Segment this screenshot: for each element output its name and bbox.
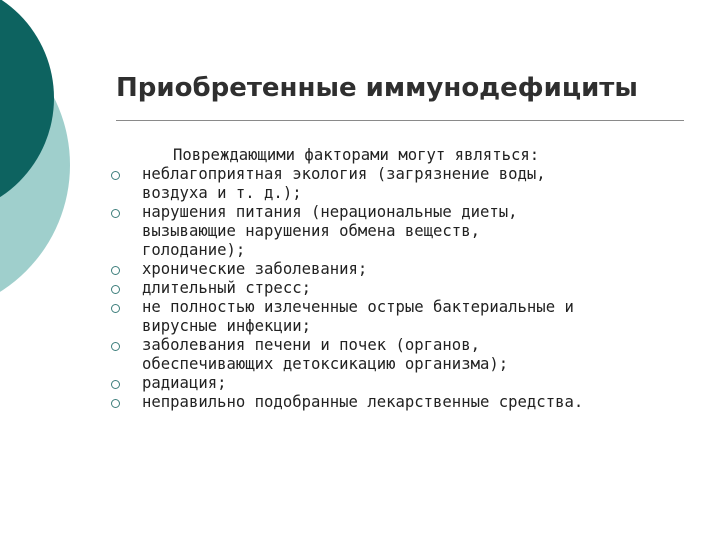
list-item-text: не полностью излеченные острые бактериальные и вирусные инфекции;: [142, 298, 574, 335]
list-item: [110, 279, 710, 298]
bullet-icon: [111, 285, 120, 294]
list-item: [110, 336, 710, 374]
bullet-icon: [111, 171, 120, 180]
bullet-icon: [111, 266, 120, 275]
bullet-icon: [111, 304, 120, 313]
list-item: [110, 298, 710, 336]
list-item: [110, 393, 710, 412]
bullet-icon: [111, 209, 120, 218]
bullet-icon: [111, 399, 120, 408]
list-item-text: нарушения питания (нерациональные диеты, вызывающие нарушения обмена веществ, голодание);: [142, 203, 518, 259]
intro-text: Повреждающими факторами могут являться:: [173, 146, 540, 164]
slide-title: Приобретенные иммунодефициты: [116, 73, 638, 103]
list-item-text: неблагоприятная экология (загрязнение воды, воздуха и т. д.);: [142, 165, 546, 202]
bullet-icon: [111, 342, 120, 351]
list-item-text: заболевания печени и почек (органов, обеспечивающих детоксикацию организма);: [142, 336, 509, 373]
list-item-text: неправильно подобранные лекарственные средства.: [142, 393, 584, 411]
list-item-text: радиация;: [142, 374, 227, 392]
list-item-text: хронические заболевания;: [142, 260, 368, 278]
list-item: [110, 374, 710, 393]
list-item: [110, 203, 710, 260]
bullet-icon: [111, 380, 120, 389]
list-item: [110, 260, 710, 279]
list-item: [110, 165, 710, 203]
title-divider: [116, 120, 684, 121]
list-item-text: длительный стресс;: [142, 279, 311, 297]
factor-list: [110, 165, 710, 412]
decorative-circles: [0, 0, 120, 300]
